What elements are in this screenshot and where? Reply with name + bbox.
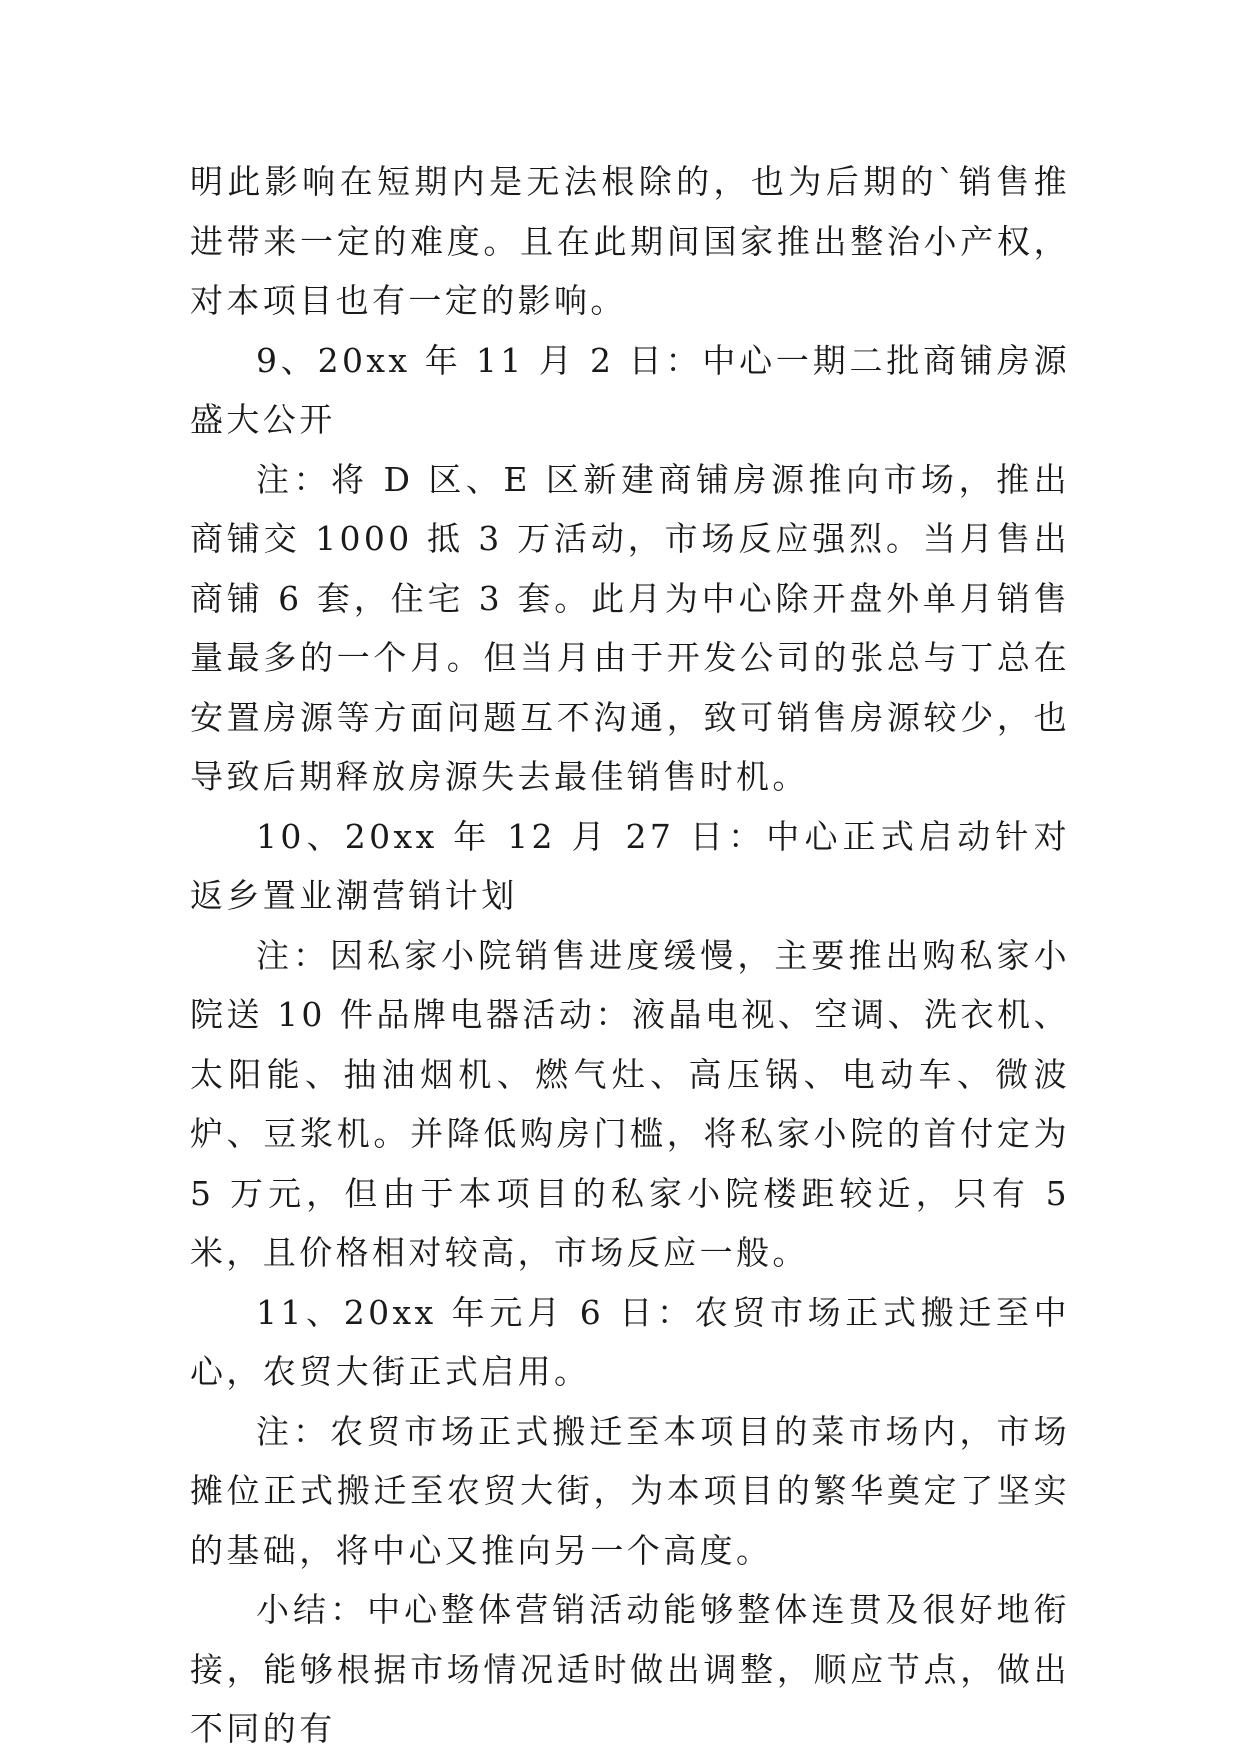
paragraph-item-11-note: 注：农贸市场正式搬迁至本项目的菜市场内，市场摊位正式搬迁至农贸大街，为本项目的繁华奠定了坚实的基础，将中心又推向另一个高度。 [190,1411,1070,1570]
paragraph-item-9-heading: 9、20xx 年 11 月 2 日：中心一期二批商铺房源盛大公开 [190,340,1070,439]
paragraph-item-9-note: 注：将 D 区、E 区新建商铺房源推向市场，推出商铺交 1000 抵 3 万活动，市场反应强烈。当月售出商铺 6 套，住宅 3 套。此月为中心除开盘外单月销售量最多的一个月。但当月由于开发公司的张总与丁总在安置房源等方面问题互不沟通，致可销售房源较少，也导致后期释放房源失去最佳销售时机。 [190,459,1070,796]
paragraph-summary: 小结：中心整体营销活动能够整体连贯及很好地衔接，能够根据市场情况适时做出调整，顺应节点，做出不同的有 [190,1590,1070,1748]
paragraph-continuation: 明此影响在短期内是无法根除的，也为后期的`销售推进带来一定的难度。且在此期间国家推出整治小产权，对本项目也有一定的影响。 [190,162,1070,320]
paragraph-item-10-note: 注：因私家小院销售进度缓慢，主要推出购私家小院送 10 件品牌电器活动：液晶电视、空调、洗衣机、太阳能、抽油烟机、燃气灶、高压锅、电动车、微波炉、豆浆机。并降低购房门槛，将私家小院的首付定为 5 万元，但由于本项目的私家小院楼距较近，只有 5 米，且价格相对较高，市场反应一般。 [190,935,1070,1272]
document-body [190,152,1070,1759]
paragraph-item-11-heading: 11、20xx 年元月 6 日：农贸市场正式搬迁至中心，农贸大街正式启用。 [190,1292,1070,1391]
paragraph-item-10-heading: 10、20xx 年 12 月 27 日：中心正式启动针对返乡置业潮营销计划 [190,816,1070,915]
